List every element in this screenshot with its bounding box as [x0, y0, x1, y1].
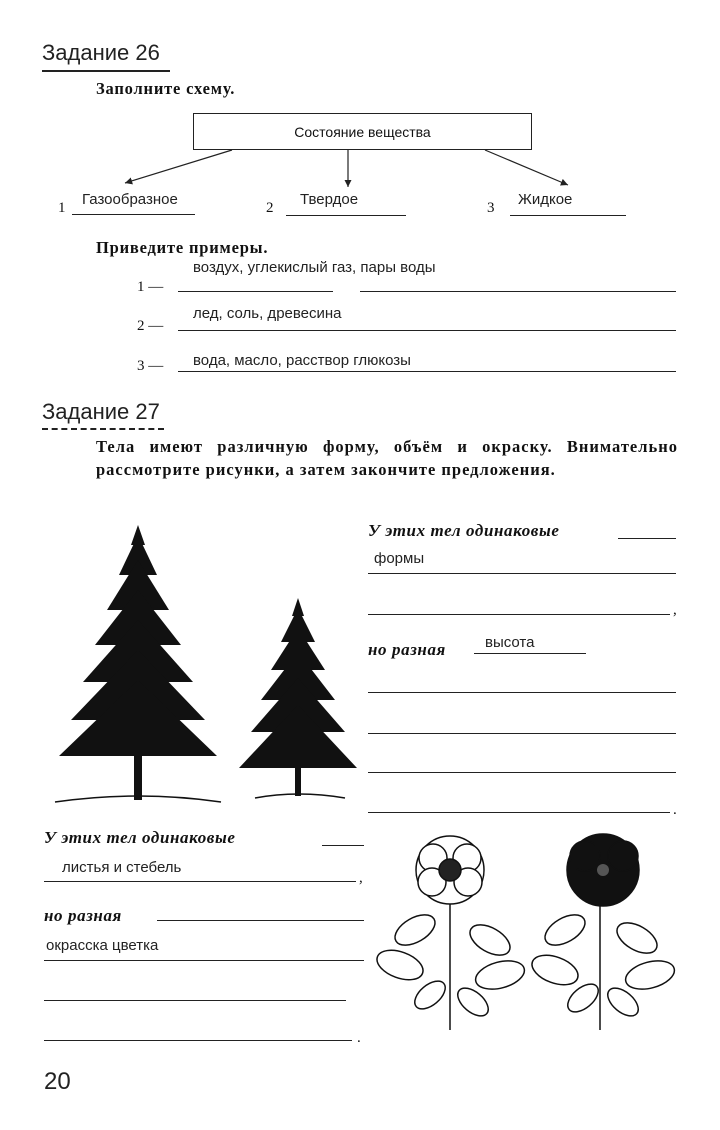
trees-diff-line-2[interactable]: [368, 733, 676, 734]
comma-mark-2: ,: [359, 870, 363, 886]
big-fir-tree: [55, 525, 221, 802]
trees-same-line-0[interactable]: [618, 538, 676, 539]
flowers-diff-answer: окрасска цветка: [46, 937, 159, 954]
example-line-1a[interactable]: [178, 291, 333, 292]
state-num-1: 1: [58, 200, 66, 216]
example-num-3: 3 —: [137, 358, 164, 374]
state-answer-3: Жидкое: [518, 191, 573, 208]
task27-title: Задание 27: [42, 399, 160, 424]
flowers-diff-line-0[interactable]: [157, 920, 364, 921]
task26-title: Задание 26: [42, 40, 160, 65]
task26-instruction: Заполните схему.: [96, 79, 236, 98]
flowers-diff-line-1[interactable]: [44, 960, 364, 961]
trees-same-label: У этих тел одинаковые: [368, 521, 560, 540]
example-line-2[interactable]: [178, 330, 676, 331]
schema-root-label: Состояние вещества: [294, 123, 431, 140]
trees-diff-line-0[interactable]: [474, 653, 586, 654]
comma-mark: ,: [673, 602, 677, 618]
state-answer-2: Твердое: [300, 191, 359, 208]
trees-same-line-1[interactable]: [368, 573, 676, 574]
flowers-same-line-0[interactable]: [322, 845, 364, 846]
example-answer-1: воздух, углекислый газ, пары воды: [193, 259, 436, 276]
state-line-1[interactable]: [72, 214, 195, 215]
roses-illustration: [375, 830, 680, 1035]
flowers-diff-line-3[interactable]: [44, 1040, 352, 1041]
example-answer-3: вода, масло, расствор глюкозы: [193, 352, 411, 369]
example-num-1: 1 —: [137, 279, 164, 295]
flowers-same-answer: листья и стебель: [62, 859, 182, 876]
trees-same-line-2[interactable]: [368, 614, 670, 615]
arrow-right: [485, 150, 568, 185]
example-line-3[interactable]: [178, 371, 676, 372]
task27-text: Тела имеют различную форму, объём и окраску. Внимательно рассмотрите рисунки, а затем закончите предложения.: [96, 437, 678, 479]
period-mark-2: .: [357, 1030, 361, 1046]
period-mark: .: [673, 802, 677, 818]
example-answer-2: лед, соль, древесина: [193, 305, 342, 322]
trees-diff-line-4[interactable]: [368, 812, 670, 813]
trees-diff-line-1[interactable]: [368, 692, 676, 693]
trees-diff-label: но разная: [368, 640, 446, 659]
small-fir-tree: [239, 598, 357, 798]
fir-trees-illustration: [45, 520, 375, 810]
examples-prompt: Приведите примеры.: [96, 238, 269, 257]
white-rose: [375, 836, 528, 1030]
arrow-left: [125, 150, 232, 183]
dark-rose: [528, 834, 678, 1030]
trees-diff-answer: высота: [485, 634, 535, 651]
flowers-diff-label: но разная: [44, 906, 122, 925]
page-number: 20: [44, 1068, 71, 1095]
flowers-same-label: У этих тел одинаковые: [44, 828, 236, 847]
state-num-3: 3: [487, 200, 495, 216]
trees-same-answer: формы: [374, 550, 425, 567]
task27-title-underline: [42, 428, 164, 430]
state-num-2: 2: [266, 200, 274, 216]
state-answer-1: Газообразное: [82, 191, 178, 208]
trees-diff-line-3[interactable]: [368, 772, 676, 773]
state-line-2[interactable]: [286, 215, 406, 216]
example-line-1b[interactable]: [360, 291, 676, 292]
flowers-same-line-1[interactable]: [44, 881, 356, 882]
example-num-2: 2 —: [137, 318, 164, 334]
flowers-diff-line-2[interactable]: [44, 1000, 346, 1001]
state-line-3[interactable]: [510, 215, 626, 216]
